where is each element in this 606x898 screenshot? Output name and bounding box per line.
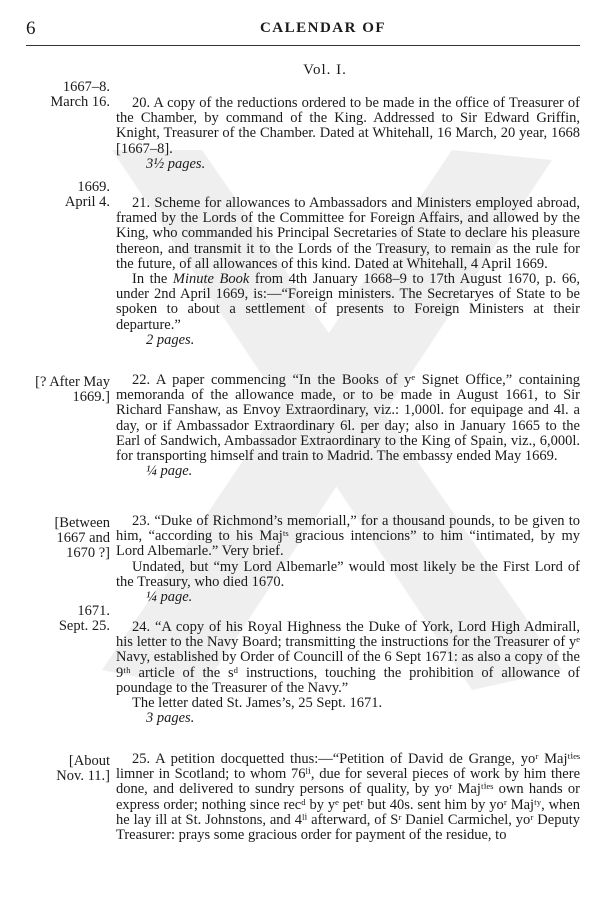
entry-text: 23. “Duke of Richmond’s memoriall,” for a thousand pounds, to be given to him, “according to his Majᵗˢ gracious intencions” to him “intimated, by my Lord Albemarle.” Very brief. — [116, 513, 580, 560]
entry-date: [? After May 1669.] — [35, 374, 110, 405]
entry-pages: 3 pages. — [146, 710, 195, 727]
entry-date: [Between 1667 and 1670 ?] — [54, 515, 110, 561]
entry-pages: ¼ page. — [146, 589, 193, 606]
entry-date: 1667–8. March 16. — [50, 79, 110, 110]
entry-pages: ¼ page. — [146, 463, 193, 480]
entry-note: The letter dated St. James’s, 25 Sept. 1671. — [132, 695, 383, 712]
entry-note: Undated, but “my Lord Albemarle” would most likely be the First Lord of the Treasury, who died 1670. — [116, 558, 580, 590]
entry-text: 24. “A copy of his Royal Highness the Duke of York, Lord High Admirall, his letter to the Navy Board; transmitting the instructions for the Treasurer of yᵉ Navy, established by Order of Councill of the 6 Sept 1671: as also a copy of the 9ᵗʰ article of the sᵈ instructions, touching the prohibition of allowance of poundage to the Treasurer of the Navy.” — [116, 619, 580, 696]
entry-text: 21. Scheme for allowances to Ambassadors and Ministers employed abroad, framed by the Lords of the Committee for Foreign Affairs, and allowed by the King, who commanded his Principal Secretaries of State to declare his pleasure thereon, and transmit it to the Lords of the Treasury, to remain as the rule for the future, of all allowances of this kind. Dated at Whitehall, 4 April 1669. — [116, 195, 580, 272]
entry-date: 1669. April 4. — [64, 179, 110, 210]
entry-body — [116, 514, 580, 605]
volume-heading: Vol. I. — [303, 62, 347, 78]
entry-body — [116, 373, 580, 479]
entry-body — [116, 196, 580, 348]
entry-note: In the Minute Book from 4th January 1668–9 to 17th August 1670, p. 66, under 2nd April 1669, is:—“Foreign ministers. The Secretaryes of State to be spoken to about a settlement of presents to Foreign Ministers at their departure.” — [116, 271, 580, 333]
page-number: 6 — [26, 18, 36, 39]
entry-text: 22. A paper commencing “In the Books of yᵉ Signet Office,” containing memoranda of the allowance made, or to be made in August 1661, to Sir Richard Fanshaw, as Envoy Extraordinary, viz.: 1,000l. for equipage and 4l. a day, or if Ambassador Extraordinary 6l. per day; also in January 1665 to the Earl of Sandwich, Ambassador Extraordinary to the King of Spain, viz., 6,000l. for transporting himself and train to Madrid. The embassy ended May 1669. — [116, 372, 580, 465]
entry-date: [About Nov. 11.] — [56, 753, 110, 784]
running-title: CALENDAR OF — [259, 20, 387, 36]
entry-body — [116, 620, 580, 726]
entry-body — [116, 96, 580, 172]
entry-date: 1671. Sept. 25. — [58, 603, 110, 634]
header-rule — [26, 45, 580, 46]
entry-text: 25. A petition docquetted thus:—“Petition of David de Grange, yoʳ Majᵗⁱᵉˢ limner in Scotland; to whom 76ˡⁱ, due for several pieces of work by him there done, and delivered to sundry persons of quality, by yoʳ Majᵗⁱᵉˢ own hands or express order; nothing since recᵈ by yᵉ petʳ but 40s. sent him by yoʳ Majᵗʸ, when he lay ill at St. Johnstons, and 4ˡⁱ afterward, of Sʳ Daniel Carmichel, yoʳ Deputy Treasurer: prays some gracious order for payment of the residue, to — [116, 751, 580, 844]
entry-pages: 3½ pages. — [146, 155, 206, 172]
entry-body — [116, 752, 580, 843]
entry-text: 20. A copy of the reductions ordered to be made in the office of Treasurer of the Chamber, by command of the King. Addressed to Sir Edward Griffin, Knight, Treasurer of the Chamber. Dated at Whitehall, 16 March, 20 year, 1668 [1667–8]. — [116, 95, 580, 157]
entry-pages: 2 pages. — [146, 331, 195, 348]
